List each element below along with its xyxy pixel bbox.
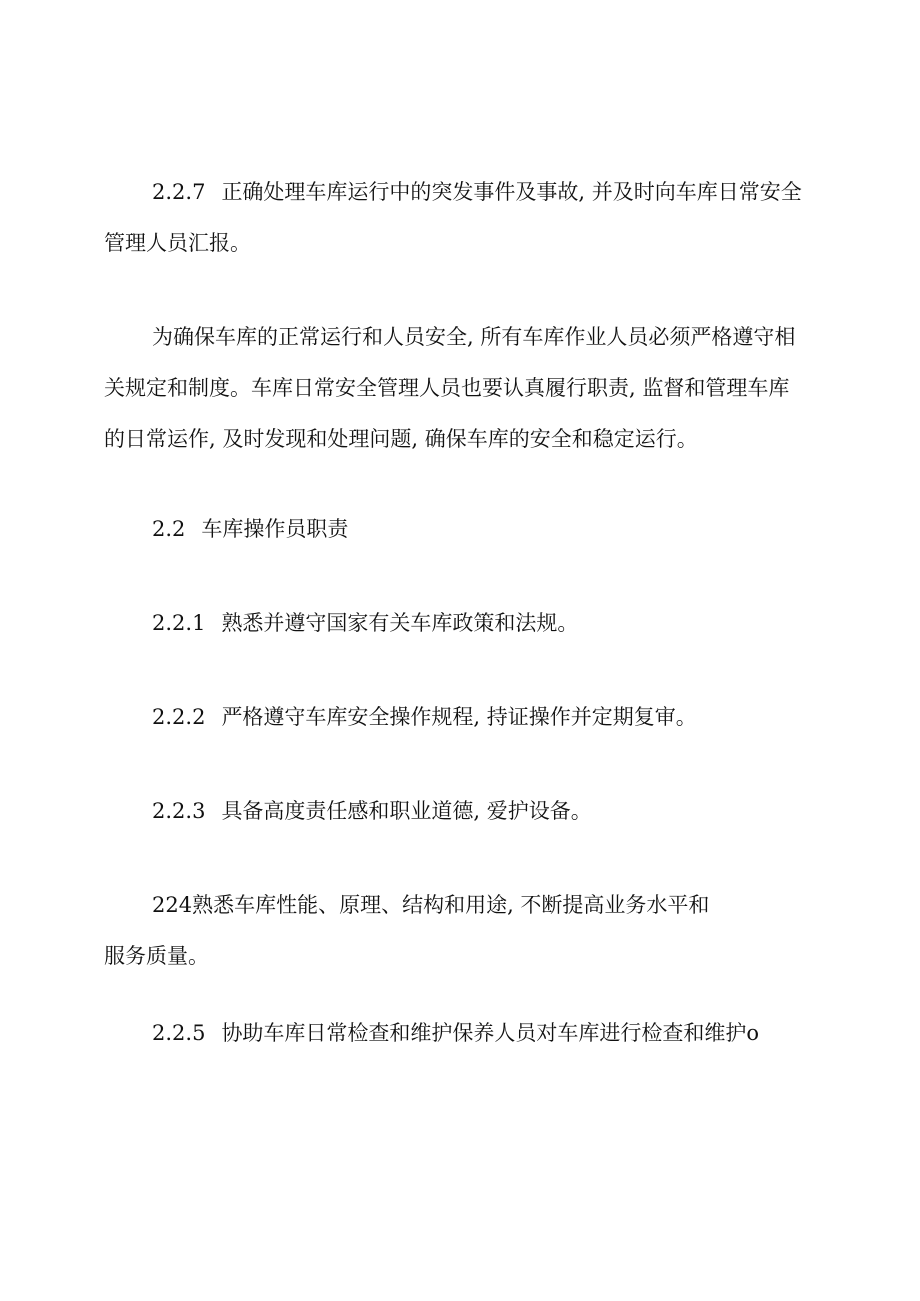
paragraph-2-2-1 [104, 598, 824, 649]
clause-text: 熟悉并遵守国家有关车库政策和法规。 [221, 611, 579, 635]
paragraph-2-2-5 [104, 1008, 824, 1059]
clause-text: 224熟悉车库性能、原理、结构和用途, 不断提高业务水平和 [152, 893, 710, 917]
summary-text-continuation: 的日常运作, 及时发现和处理问题, 确保车库的安全和稳定运行。 [104, 427, 698, 451]
clause-text: 协助车库日常检查和维护保养人员对车库进行检查和维护o [221, 1021, 760, 1045]
paragraph-2-2-2 [104, 692, 824, 743]
summary-text-continuation: 关规定和制度。车库日常安全管理人员也要认真履行职责, 监督和管理车库 [104, 376, 790, 400]
paragraph-line [104, 1008, 824, 1059]
paragraph-line [104, 880, 824, 931]
paragraph-line [104, 504, 824, 555]
clause-number: 2.2.2 [152, 705, 206, 729]
summary-text: 为确保车库的正常运行和人员安全, 所有车库作业人员必须严格遵守相 [152, 325, 796, 349]
clause-number: 2.2.3 [152, 799, 206, 823]
paragraph-line [104, 312, 824, 363]
clause-number: 2.2.1 [152, 611, 206, 635]
paragraph-line [104, 167, 824, 218]
clause-text-continuation: 服务质量。 [104, 944, 209, 968]
paragraph-2-2-7 [104, 167, 824, 269]
clause-number: 2.2.5 [152, 1021, 206, 1045]
paragraph-line [104, 692, 824, 743]
summary-paragraph [104, 312, 824, 465]
clause-text: 严格遵守车库安全操作规程, 持证操作并定期复审。 [221, 705, 697, 729]
clause-text: 具备高度责任感和职业道德, 爱护设备。 [221, 799, 592, 823]
clause-text-continuation: 管理人员汇报。 [104, 231, 251, 255]
paragraph-2-2-3 [104, 786, 824, 837]
section-number: 2.2 [152, 517, 186, 541]
section-heading-2-2 [104, 504, 824, 555]
section-title: 车库操作员职责 [201, 517, 349, 541]
paragraph-line [104, 598, 824, 649]
paragraph-line [104, 786, 824, 837]
clause-text: 正确处理车库运行中的突发事件及事故, 并及时向车库日常安全 [221, 180, 802, 204]
clause-number: 2.2.7 [152, 180, 206, 204]
paragraph-2-2-4 [104, 880, 824, 982]
